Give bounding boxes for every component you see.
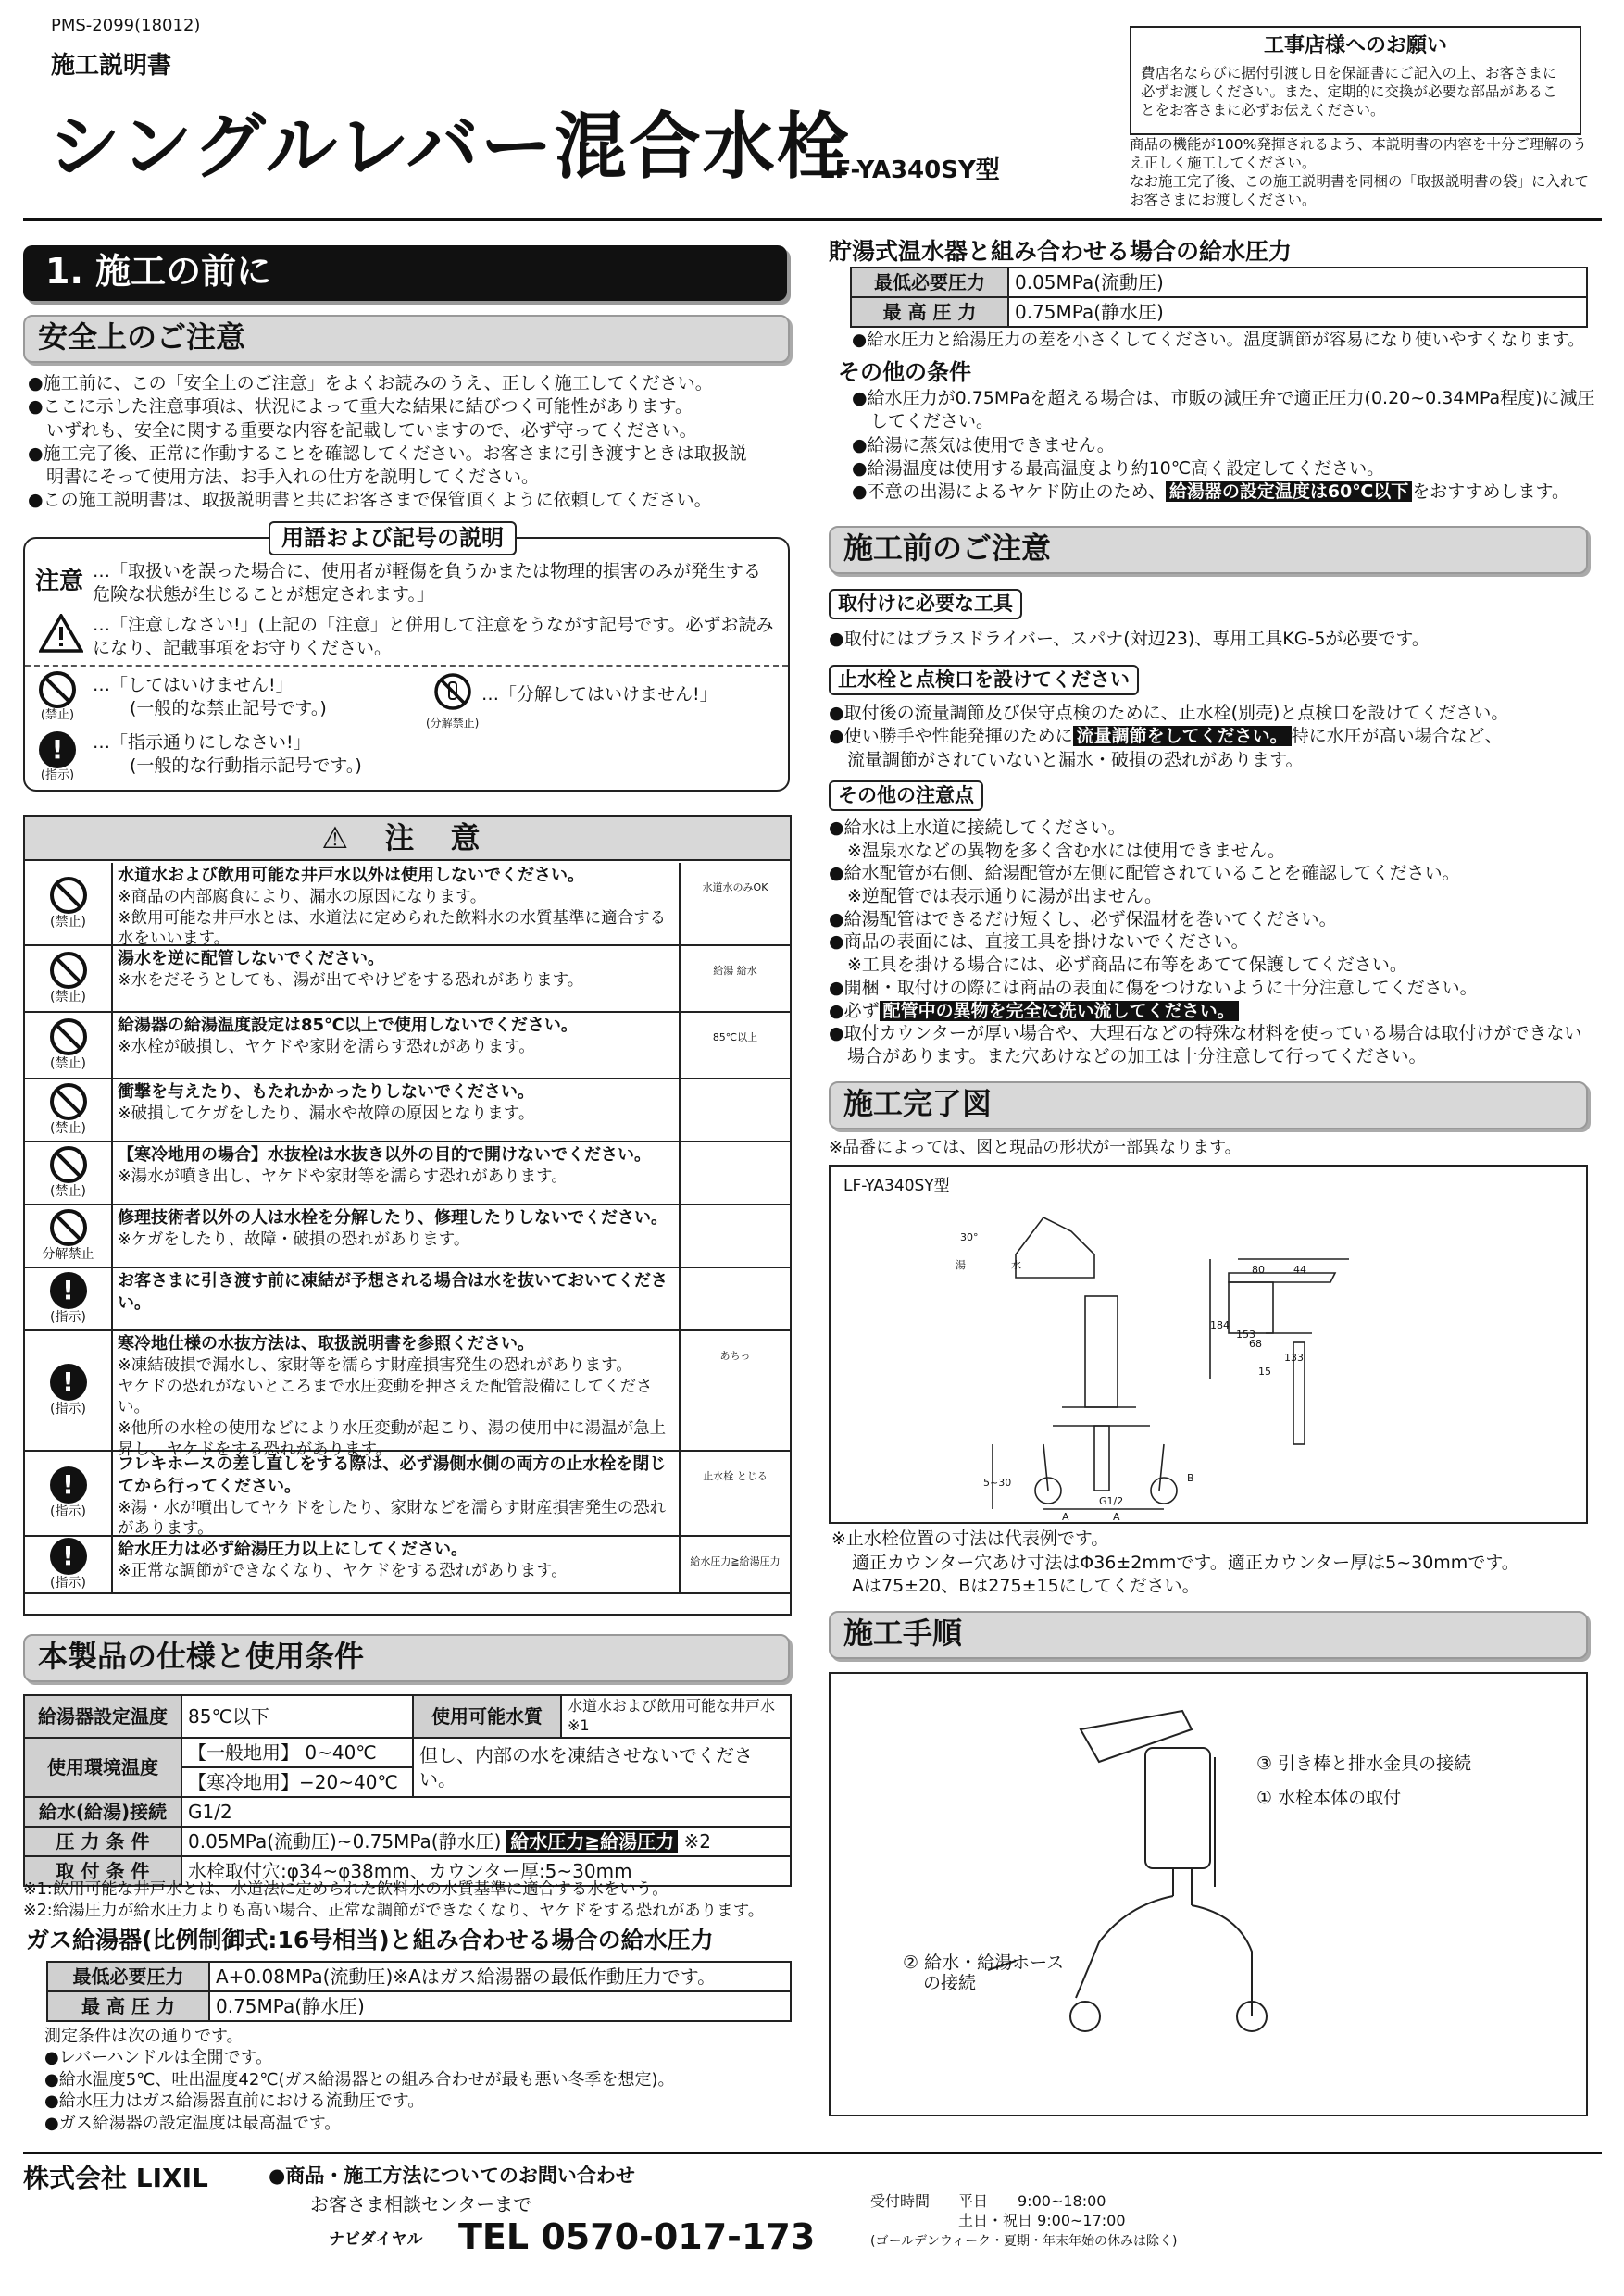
- spec-header: 最低必要圧力: [47, 1962, 209, 1991]
- caution-row: [25, 1205, 790, 1268]
- caution-table-title: 注 意: [384, 820, 493, 855]
- caution-detail: ※破損してケガをしたり、漏水や故障の原因となります。: [118, 1104, 535, 1123]
- caution-detail: ※水をだそうとしても、湯が出てやけどをする恐れがあります。: [118, 970, 584, 990]
- subheading-valve: 止水栓と点検口を設けてください: [829, 665, 1139, 695]
- subheading-other-notes: その他の注意点: [829, 780, 983, 811]
- text-part: をおすすめします。: [1412, 481, 1569, 503]
- dimension-label: 15: [1258, 1366, 1271, 1378]
- caution-text: [118, 1015, 678, 1058]
- mandatory-action-icon: !: [50, 1364, 87, 1401]
- other-conditions-list: [852, 387, 1597, 504]
- caution-statement: 給湯器の給湯温度設定は85℃以上で使用しないでください。: [118, 1016, 578, 1035]
- note-line: ●商品の表面には、直接工具を掛けないでください。: [829, 931, 1249, 953]
- caution-statement: フレキホースの差し直しをする際は、必ず湯側水側の両方の止水栓を閉じてから行ってください。: [118, 1454, 667, 1496]
- dimension-label: A: [1062, 1511, 1069, 1523]
- caution-detail: ※正常な調節ができなくなり、ヤケドをする恐れがあります。: [118, 1561, 568, 1580]
- list-item: ●この施工説明書は、取扱説明書と共にお客さまで保管頂くように依頼してください。: [28, 490, 712, 511]
- list-item: ●給水圧力が0.75MPaを超える場合は、市販の減圧弁で適正圧力(0.20~0.34MPa程度)に減圧してください。: [852, 388, 1595, 432]
- notice-extra-line: 商品の機能が100%発揮されるよう、本説明書の内容を十分ご理解のうえ正しく施工してください。: [1130, 136, 1587, 172]
- mandatory-symbol: [39, 731, 76, 784]
- step-3-label: ③ 引き棒と排水金具の接続: [1256, 1753, 1472, 1774]
- symbol-caption: (禁止): [50, 989, 86, 1004]
- symbol-caption: 分解禁止: [42, 1246, 94, 1262]
- caution-text: [118, 1144, 678, 1188]
- caution-row: [25, 1079, 790, 1142]
- note-line: ●給水配管が右側、給湯配管が左側に配管されていることを確認してください。: [829, 863, 1460, 884]
- figure-model: LF-YA340SY型: [843, 1177, 950, 1195]
- prohibition-icon: [50, 1083, 87, 1120]
- hours-line: 平日 9:00~18:00: [958, 2192, 1106, 2210]
- caution-statement: 【寒冷地用の場合】水抜栓は水抜き以外の目的で開けないでください。: [118, 1145, 651, 1165]
- illustration-label: あちっ: [719, 1350, 751, 1362]
- caution-illustration: [679, 1013, 790, 1078]
- caution-detail: ※ケガをしたり、故障・破損の恐れがあります。: [118, 1229, 470, 1249]
- caution-symbol: [25, 946, 113, 1011]
- dimension-label: 5~30: [983, 1477, 1012, 1489]
- mandatory-action-icon: !: [50, 1538, 87, 1575]
- illustration-label: 止水栓 とじる: [703, 1470, 768, 1482]
- completed-figure: [829, 1165, 1588, 1524]
- caution-text: [118, 1081, 678, 1125]
- spec-value: 0.75MPa(静水圧): [209, 1991, 791, 2021]
- dimension-label: G1/2: [1099, 1495, 1124, 1507]
- model-number: LF-YA340SY型: [819, 156, 1000, 184]
- warning-triangle-icon: ⚠: [321, 820, 362, 855]
- tools-text: ●取付にはプラスドライバー、スパナ(対辺23)、専用工具KG-5が必要です。: [829, 629, 1430, 649]
- caution-illustration: [679, 1537, 790, 1592]
- note-line: ●給湯配管はできるだけ短くし、必ず保温材を巻いてください。: [829, 908, 1337, 930]
- caution-definition: …「取扱いを誤った場合に、使用者が軽傷を負うかまたは物理的損害のみが発生する危険な状態が生じることが想定されます。」: [93, 561, 762, 605]
- prohibition-icon: [50, 877, 87, 914]
- other-notes-list: [829, 817, 1597, 1068]
- highlight: 給湯器の設定温度は60℃以下: [1166, 481, 1412, 502]
- notice-extra-line: なお施工完了後、この施工説明書を同梱の「取扱説明書の袋」に入れてお客さまにお渡しください。: [1130, 173, 1590, 209]
- faucet-dimension-drawing: [831, 1167, 1586, 1522]
- spec-value: 0.05MPa(流動圧)~0.75MPa(静水圧): [188, 1829, 502, 1853]
- caution-text: [118, 1333, 678, 1461]
- figure-note-line: ※止水栓位置の寸法は代表例です。: [831, 1529, 1109, 1549]
- caution-row: [25, 1013, 790, 1079]
- section-heading-spec: 本製品の仕様と使用条件: [23, 1634, 790, 1682]
- note-line: ●取付カウンターが厚い場合や、大理石などの特殊な材料を使っている場合は取付けができない場合があります。また穴あけなどの加工は十分注意して行ってください。: [829, 1023, 1582, 1067]
- caution-row: [25, 1452, 790, 1537]
- list-item: ●施工完了後、正常に作動することを確認してください。お客さまに引き渡すときは取扱説: [28, 443, 747, 464]
- caution-row: [25, 863, 790, 949]
- caution-illustration: [679, 1331, 790, 1450]
- caution-statement: 給水圧力は必ず給湯圧力以上にしてください。: [118, 1540, 468, 1559]
- definition-line: …「してはいけません!」: [93, 675, 294, 695]
- symbol-caption: (禁止): [50, 1055, 86, 1071]
- valve-line: ●取付後の流量調節及び保守点検のために、止水栓(別売)と点検口を設けてください。: [829, 703, 1509, 723]
- spec-header: 給水(給湯)接続: [24, 1797, 181, 1827]
- caution-symbol: [25, 1205, 113, 1267]
- step-2-label: ② 給水・給湯ホース: [903, 1953, 1065, 1973]
- caution-illustration: [679, 1452, 790, 1535]
- disassembly-definition: …「分解してはいけません!」: [481, 684, 718, 705]
- subheading-tools: 取付けに必要な工具: [829, 589, 1022, 619]
- caution-label: 注意: [35, 568, 84, 595]
- caution-text: [118, 1207, 678, 1251]
- valve-line: [829, 725, 1597, 748]
- prohibition-icon: [50, 1209, 87, 1246]
- footer-divider: [23, 2152, 1602, 2154]
- dimension-label: 湯: [956, 1259, 966, 1271]
- caution-detail: ※湯水が噴き出し、ヤケドや家財等を濡らす恐れがあります。: [118, 1167, 568, 1186]
- caution-symbol: [25, 1142, 113, 1204]
- caution-row: [25, 1537, 790, 1594]
- prohibition-symbol: [39, 671, 76, 724]
- spec-value: 【寒冷地用】−20~40℃: [181, 1767, 413, 1797]
- illustration-label: [681, 1142, 790, 1161]
- caution-row: [25, 946, 790, 1013]
- symbol-caption: (指示): [50, 1504, 86, 1519]
- dimension-label: 水: [1011, 1259, 1021, 1271]
- valve-line: 流量調節がされていないと漏水・破損の恐れがあります。: [847, 749, 1304, 770]
- figure-note-line: 適正カウンター穴あけ寸法はΦ36±2mmです。適正カウンター厚は5~30mmです。: [852, 1552, 1519, 1573]
- caution-symbol: [25, 1268, 113, 1329]
- section-heading-completed: 施工完了図: [829, 1081, 1588, 1129]
- list-item: ●給湯温度は使用する最高温度より約10℃高く設定してください。: [852, 457, 1385, 479]
- spec-header: 圧 力 条 件: [24, 1827, 181, 1856]
- caution-text: [118, 1454, 678, 1540]
- caution-illustration: [679, 1079, 790, 1141]
- no-disassembly-icon: [432, 671, 473, 712]
- caution-illustration: [679, 1205, 790, 1267]
- list-item: ●給湯に蒸気は使用できません。: [852, 434, 1115, 455]
- condition-line: ●給水温度5℃、吐出温度42℃(ガス給湯器との組み合わせが最も悪い冬季を想定)。: [44, 2069, 675, 2090]
- consultation-center: お客さま相談センターまで: [310, 2193, 532, 2215]
- caution-symbol: [25, 1537, 113, 1592]
- spec-header: 使用可能水質: [413, 1695, 561, 1738]
- figure-notes: [831, 1528, 1519, 1599]
- document-type: 施工説明書: [51, 52, 172, 80]
- caution-statement: 水道水および飲用可能な井戸水以外は使用しないでください。: [118, 866, 584, 885]
- dimension-label: 153: [1236, 1329, 1255, 1341]
- divider: [25, 665, 788, 667]
- document-code: PMS-2099(18012): [51, 16, 201, 35]
- gas-pressure-table: [46, 1961, 792, 2022]
- spec-note: ※2:給湯圧力が給水圧力よりも高い場合、正常な調節ができなくなり、ヤケドをする恐れがあります。: [23, 1901, 765, 1920]
- spec-value: 但し、内部の水を凍結させないでください。: [413, 1738, 791, 1797]
- symbol-caption: (分解禁止): [426, 716, 480, 730]
- contractor-notice-extra: [1130, 135, 1593, 210]
- holiday-note: (ゴールデンウィーク・夏期・年末年始の休みは除く): [870, 2234, 1178, 2249]
- spec-notes: [23, 1879, 801, 1922]
- definition-line: (一般的な行動指示記号です。): [130, 755, 362, 776]
- caution-row: [25, 1268, 790, 1331]
- dimension-label: 44: [1293, 1264, 1306, 1276]
- spec-value: 0.75MPa(静水圧): [1008, 297, 1587, 327]
- illustration-label: 給湯 給水: [713, 965, 757, 977]
- caution-illustration: [679, 863, 790, 944]
- caution-symbol: [25, 1331, 113, 1450]
- dimension-label: 133: [1284, 1352, 1304, 1364]
- contractor-notice-title: 工事店様へのお願い: [1263, 34, 1447, 57]
- text-part: ●使い勝手や性能発揮のために: [829, 726, 1073, 747]
- spec-header: 使用環境温度: [24, 1738, 181, 1797]
- caution-symbol: [25, 863, 113, 944]
- symbol-caption: (禁止): [40, 708, 75, 722]
- caution-statement: 衝撃を与えたり、もたれかかったりしないでください。: [118, 1082, 534, 1102]
- caution-symbol: [25, 1013, 113, 1078]
- dimension-label: 68: [1249, 1338, 1262, 1350]
- prohibition-icon: [50, 1018, 87, 1055]
- spec-header: 最 高 圧 力: [47, 1991, 209, 2021]
- symbol-definitions-title: 用語および記号の説明: [269, 521, 517, 555]
- symbol-caption: (禁止): [50, 1183, 86, 1199]
- warning-triangle-icon: [39, 614, 83, 659]
- list-item: 明書にそって使用方法、お手入れの仕方を説明してください。: [46, 467, 540, 488]
- definition-line: (一般的な禁止記号です。): [130, 697, 327, 718]
- contractor-notice-box: [1130, 26, 1581, 135]
- symbol-caption: (禁止): [50, 914, 86, 930]
- caution-table-header: [25, 817, 790, 861]
- spec-header: 取 付 条 件: [24, 1856, 181, 1886]
- prohibition-icon: [39, 671, 76, 708]
- figure-note-line: Aは75±20、Bは275±15にしてください。: [852, 1576, 1200, 1597]
- caution-detail: ※商品の内部腐食により、漏水の原因になります。 ※飲用可能な井戸水とは、水道法に定められた飲料水の水質基準に適合する水をいいます。: [118, 887, 667, 949]
- section-heading-before-install: 1. 施工の前に: [23, 245, 787, 301]
- symbol-caption: (禁止): [50, 1120, 86, 1136]
- caution-table: [23, 815, 792, 1616]
- spec-note: ※1:飲用可能な井戸水とは、水道法に定められた飲料水の水質基準に適合する水をいう。: [23, 1880, 668, 1899]
- inquiry-heading: ●商品・施工方法についてのお問い合わせ: [269, 2165, 635, 2187]
- note-line: ●開梱・取付けの際には商品の表面に傷をつけないように十分注意してください。: [829, 977, 1478, 998]
- business-hours: [958, 2192, 1126, 2231]
- caution-symbol: [25, 1452, 113, 1535]
- note-line: ※逆配管では表示通りに湯が出ません。: [847, 886, 1163, 907]
- symbol-caption: (指示): [40, 768, 75, 782]
- mandatory-definition: [93, 731, 362, 777]
- illustration-label: 水道水のみOK: [702, 881, 768, 893]
- note-line: ※温泉水などの異物を多く含む水には使用できません。: [847, 840, 1286, 861]
- illustration-label: 給水圧力≧給湯圧力: [690, 1555, 781, 1567]
- header-divider: [23, 218, 1602, 221]
- triangle-definition: …「注意しなさい!」(上記の「注意」と併用して注意をうながす記号です。必ずお読みになり、記載事項をお守りください。: [93, 615, 774, 658]
- procedure-figure: [829, 1672, 1588, 2116]
- spec-value: A+0.08MPa(流動圧)※Aはガス給湯器の最低作動圧力です。: [209, 1962, 791, 1991]
- caution-text: [118, 1270, 678, 1315]
- prohibition-definition: [93, 674, 327, 719]
- symbol-caption: (指示): [50, 1309, 86, 1325]
- spec-value: 85℃以下: [181, 1695, 413, 1738]
- other-conditions-heading: その他の条件: [838, 359, 971, 385]
- caution-illustration: [679, 1268, 790, 1329]
- caution-detail: ※水栓が破損し、ヤケドや家財を濡らす恐れがあります。: [118, 1037, 535, 1056]
- mandatory-action-icon: !: [50, 1272, 87, 1309]
- list-item: いずれも、安全に関する重要な内容を記載していますので、必ず守ってください。: [46, 419, 697, 441]
- mandatory-action-icon: !: [50, 1466, 87, 1504]
- symbol-caption: (指示): [50, 1401, 86, 1416]
- dimension-label: 184: [1210, 1319, 1230, 1331]
- spec-note-ref: ※2: [683, 1829, 711, 1853]
- list-item: [852, 480, 1597, 504]
- prohibition-icon: [50, 1146, 87, 1183]
- company-name: 株式会社 LIXIL: [23, 2163, 208, 2193]
- condition-line: ●ガス給湯器の設定温度は最高温です。: [44, 2113, 342, 2133]
- caution-symbol: [25, 1079, 113, 1141]
- dimension-label: A: [1113, 1511, 1120, 1523]
- hours-label: 受付時間: [870, 2192, 931, 2210]
- storage-note: ●給水圧力と給湯圧力の差を小さくしてください。温度調節が容易になり使いやすくなります。: [852, 331, 1585, 350]
- step-2-label-cont: の接続: [923, 1973, 977, 1993]
- spec-header: 最 高 圧 力: [851, 297, 1008, 327]
- valve-text: [829, 702, 1597, 772]
- caution-text: [118, 1539, 678, 1582]
- dimension-label: 80: [1252, 1264, 1265, 1276]
- safety-list: [28, 372, 796, 513]
- condition-line: 測定条件は次の通りです。: [44, 2027, 244, 2046]
- illustration-label: [681, 1268, 790, 1287]
- section-heading-pre-install: 施工前のご注意: [829, 526, 1588, 574]
- storage-heater-heading: 貯湯式温水器と組み合わせる場合の給水圧力: [829, 238, 1293, 265]
- caution-statement: 寒冷地仕様の水抜方法は、取扱説明書を参照ください。: [118, 1334, 534, 1354]
- navi-dial-label: ナビダイヤル: [329, 2230, 423, 2249]
- section-heading-safety: 安全上のご注意: [23, 315, 790, 363]
- spec-header: 最低必要圧力: [851, 268, 1008, 297]
- disassembly-prohibited-symbol: [426, 671, 479, 730]
- list-item: ●施工前に、この「安全上のご注意」をよくお読みのうえ、正しく施工してください。: [28, 373, 713, 393]
- note-line: [829, 1000, 1597, 1023]
- list-item: ●ここに示した注意事項は、状況によって重大な結果に結びつく可能性があります。: [28, 396, 693, 418]
- step-1-label: ① 水栓本体の取付: [1256, 1788, 1402, 1808]
- spec-value: 水栓取付穴:φ34~φ38mm、カウンター厚:5~30mm: [181, 1856, 791, 1886]
- spec-value: 0.05MPa(流動圧): [1008, 268, 1587, 297]
- figure-note: ※品番によっては、図と現品の形状が一部異なります。: [829, 1138, 1242, 1157]
- mandatory-action-icon: !: [39, 731, 76, 768]
- storage-pressure-table: [850, 267, 1588, 328]
- prohibition-icon: [50, 952, 87, 989]
- condition-line: ●レバーハンドルは全開です。: [44, 2048, 273, 2068]
- caution-text: [118, 948, 678, 992]
- caution-detail: ※凍結破損で漏水し、家財等を濡らす財産損害発生の恐れがあります。 ヤケドの恐れがないところまで水圧変動を押さえた配管設備にしてください。 ※他所の水栓の使用などにより水圧変動が起こり、湯の使用中に湯温が急上昇し、ヤケドをする恐れがあります。: [118, 1355, 667, 1459]
- spec-value: 水道水および飲用可能な井戸水 ※1: [561, 1695, 791, 1738]
- spec-value: G1/2: [181, 1797, 791, 1827]
- spec-value: 【一般地用】 0~40℃: [181, 1738, 413, 1767]
- note-line: ●給水は上水道に接続してください。: [829, 817, 1126, 838]
- note-line: ※工具を掛ける場合には、必ず商品に布等をあてて保護してください。: [847, 955, 1407, 976]
- caution-statement: お客さまに引き渡す前に凍結が予想される場合は水を抜いておいてください。: [118, 1271, 668, 1313]
- text-part: ●不意の出湯によるヤケド防止のため、: [852, 481, 1166, 503]
- illustration-label: [681, 1079, 790, 1098]
- caution-row: [25, 1142, 790, 1205]
- spec-highlight: 給水圧力≧給湯圧力: [506, 1830, 678, 1853]
- dimension-label: B: [1187, 1472, 1194, 1484]
- caution-statement: 修理技術者以外の人は水栓を分解したり、修理したりしないでください。: [118, 1208, 668, 1228]
- illustration-label: 85℃以上: [712, 1031, 758, 1043]
- phone-number[interactable]: TEL 0570-017-173: [458, 2216, 816, 2257]
- caution-illustration: [679, 1142, 790, 1204]
- caution-row: [25, 1331, 790, 1459]
- gas-heater-heading: ガス給湯器(比例制御式:16号相当)と組み合わせる場合の給水圧力: [26, 1927, 714, 1953]
- measurement-conditions: [44, 2026, 675, 2134]
- caution-illustration: [679, 946, 790, 1011]
- hours-line: 土日・祝日 9:00~17:00: [958, 2211, 1126, 2229]
- caution-detail: ※湯・水が噴出してヤケドをしたり、家財などを濡らす財産損害発生の恐れがあります。: [118, 1498, 667, 1539]
- caution-statement: 湯水を逆に配管しないでください。: [118, 949, 384, 968]
- condition-line: ●給水圧力はガス給湯器直前における流動圧です。: [44, 2091, 425, 2112]
- spec-header: 給湯器設定温度: [24, 1695, 181, 1738]
- text-part: 特に水圧が高い場合など、: [1291, 726, 1503, 747]
- highlight: 配管中の異物を完全に洗い流してください。: [880, 1001, 1239, 1021]
- caution-text: [118, 865, 678, 950]
- symbol-caption: (指示): [50, 1575, 86, 1591]
- text-part: ●必ず: [829, 1000, 880, 1021]
- illustration-label: [681, 1205, 790, 1224]
- highlight: 流量調節をしてください。: [1073, 726, 1292, 746]
- page-title: シングルレバー混合水栓: [48, 106, 851, 189]
- contractor-notice-text: 費店名ならびに据付引渡し日を保証書にご記入の上、お客さまに必ずお渡しください。また、定期的に交換が必要な部品があることをお客さまに必ずお伝えください。: [1141, 64, 1557, 119]
- definition-line: …「指示通りにしなさい!」: [93, 732, 311, 753]
- section-heading-procedure: 施工手順: [829, 1611, 1588, 1659]
- spec-table: [23, 1694, 792, 1887]
- faucet-installation-drawing: [831, 1674, 1586, 2115]
- dimension-label: 30°: [960, 1231, 979, 1243]
